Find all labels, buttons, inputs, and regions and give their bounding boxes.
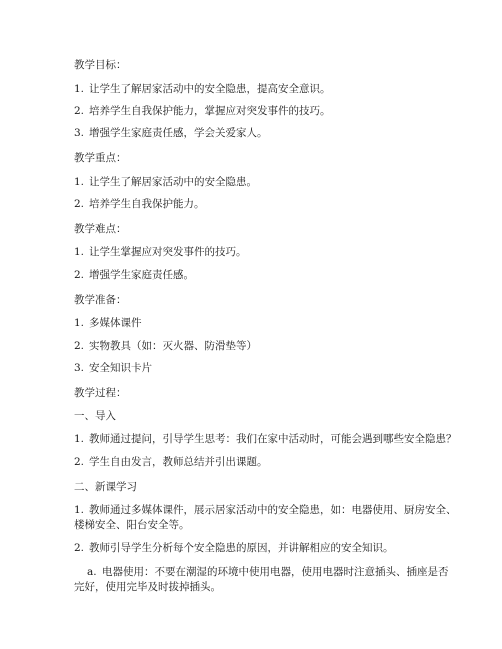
key-point-item <box>74 197 478 212</box>
difficulty-item <box>74 268 478 283</box>
item-number: 3. <box>74 362 85 374</box>
item-number: 2. <box>74 105 85 117</box>
item-number: 1. <box>74 83 85 95</box>
item-text: 教师引导学生分析每个安全隐患的原因，并讲解相应的安全知识。 <box>89 542 394 554</box>
item-number: 2. <box>74 456 85 468</box>
new-lesson-item-continuation: 楼梯安全、阳台安全等。 <box>74 519 190 531</box>
item-text: 增强学生家庭责任感，学会关爱家人。 <box>89 127 268 139</box>
objective-item <box>74 104 478 119</box>
new-lesson-item <box>74 541 478 556</box>
key-points-heading: 教学重点： <box>74 152 127 164</box>
key-point-item <box>74 175 478 190</box>
item-number: 1. <box>74 176 85 188</box>
preparation-item <box>74 361 478 376</box>
objective-item <box>74 126 478 141</box>
objective-item <box>74 82 478 97</box>
difficulties-heading: 教学难点： <box>74 223 127 235</box>
sub-item-a <box>87 565 478 580</box>
item-text: 培养学生自我保护能力，掌握应对突发事件的技巧。 <box>89 105 331 117</box>
item-number: 2. <box>74 269 85 281</box>
item-text: 实物教具（如：灭火器、防滑垫等） <box>89 340 257 352</box>
difficulty-item <box>74 245 478 260</box>
preparation-heading: 教学准备： <box>74 294 127 306</box>
intro-item <box>74 432 478 447</box>
intro-item <box>74 455 478 470</box>
item-number: 2. <box>74 542 85 554</box>
item-text: 安全知识卡片 <box>89 362 152 374</box>
item-number: 1. <box>74 433 85 445</box>
objectives-heading: 教学目标： <box>74 59 127 71</box>
item-text: 教师通过多媒体课件，展示居家活动中的安全隐患，如：电器使用、厨房安全、 <box>89 504 457 516</box>
item-number: 3. <box>74 127 85 139</box>
item-text: 多媒体课件 <box>89 317 142 329</box>
new-lesson-item <box>74 503 478 518</box>
item-number: 1. <box>74 246 85 258</box>
item-text: 让学生了解居家活动中的安全隐患，提高安全意识。 <box>89 83 331 95</box>
item-text: 电器使用：不要在潮湿的环境中使用电器，使用电器时注意插头、插座是否 <box>102 566 449 578</box>
item-text: 增强学生家庭责任感。 <box>89 269 194 281</box>
item-text: 学生自由发言，教师总结并引出课题。 <box>89 456 268 468</box>
item-letter: a. <box>87 566 97 578</box>
intro-heading: 一、导入 <box>74 410 116 422</box>
item-number: 1. <box>74 317 85 329</box>
item-number: 2. <box>74 198 85 210</box>
item-text: 让学生了解居家活动中的安全隐患。 <box>89 176 257 188</box>
item-text: 教师通过提问，引导学生思考：我们在家中活动时，可能会遇到哪些安全隐患？ <box>89 433 457 445</box>
preparation-item <box>74 339 478 354</box>
item-number: 1. <box>74 504 85 516</box>
item-text: 培养学生自我保护能力。 <box>89 198 205 210</box>
sub-item-a-continuation: 完好，使用完毕及时拔掉插头。 <box>74 581 221 593</box>
item-text: 让学生掌握应对突发事件的技巧。 <box>89 246 247 258</box>
process-heading: 教学过程： <box>74 387 127 399</box>
preparation-item <box>74 316 478 331</box>
new-lesson-heading: 二、新课学习 <box>74 481 137 493</box>
item-number: 2. <box>74 340 85 352</box>
